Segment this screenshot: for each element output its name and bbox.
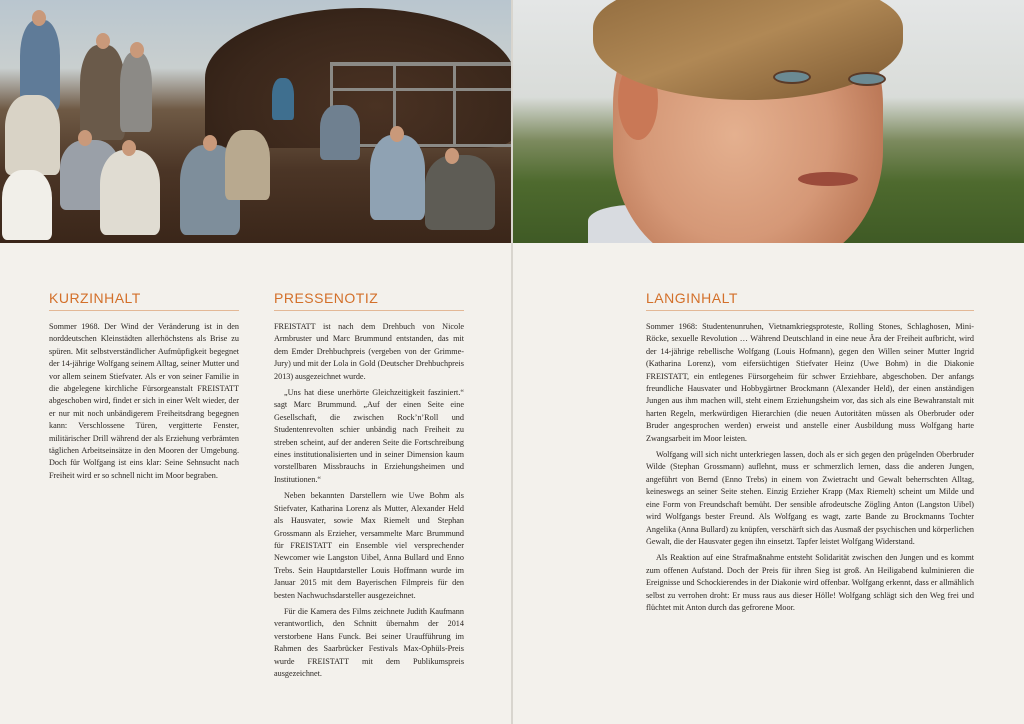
kurzinhalt-paragraph: Sommer 1968. Der Wind der Veränderung ist in den norddeutschen Kleinstädten allerhöchstens als Brise zu spüren. Mit selbstverständlicher Aufmüpfigkeit begegnet der 14-jährige Wolfgang seinem Alltag, seiner Mutter und vor allem seinem Stiefvater. Als er von seiner Familie in die abgelegene kirchliche Fürsorgeanstalt FREISTATT abgeschoben wird, findet er sich in einer Welt wieder, der er nur mit noch unbändigerem Freiheitsdrang begegnen kann: Verschlossene Türen, vergitterte Fenster, militärischer Drill während der als Erziehung verbrämten täglichen Arbeitseinsätze in den Mooren der Umgebung. Doch für Wolfgang ist eins klar: Seine Sehnsucht nach Freiheit wird er so schnell nicht im Moor begraben. xyxy=(49,322,239,480)
pressenotiz-heading: PRESSENOTIZ xyxy=(274,290,379,306)
langinhalt-text xyxy=(646,321,974,618)
pressenotiz-rule xyxy=(274,310,464,311)
langinhalt-heading: LANGINHALT xyxy=(646,290,738,306)
pressenotiz-paragraph: Neben bekannten Darstellern wie Uwe Bohm als Stiefvater, Katharina Lorenz als Mutter, Alexander Held als Hausvater, sowie Max Riemelt und Stephan Grossmann als Erzieher, versammelte Marc Brummund für FREISTATT ein Ensemble viel versprechender Newcomer wie Langston Uibel, Anna Bullard und Enno Trebs. Sein Hauptdarsteller Louis Hoffmann wurde im Januar 2015 mit dem Bayerischen Filmpreis für den besten Nachwuchsdarsteller ausgezeichnet. xyxy=(274,491,464,600)
langinhalt-paragraph: Wolfgang will sich nicht unterkriegen lassen, doch als er sich gegen den prügelnden Oberbruder Wilde (Stephan Grossmann) auflehnt, muss er schmerzlich lernen, dass die anderen Jungen, angeführt von Bernd (Enno Trebs) in einem von Zwietracht und Gewalt beherrschten Alltag, keineswegs an seiner Seite stehen. Einzig Erzieher Krapp (Max Riemelt) scheint um Milde und eine Form von Freundschaft bemüht. Der sensible afrodeutsche Zögling Anton (Langston Uibel) wird Wolfgangs bester Freund. Als Wolfgang es wagt, zarte Bande zu Brockmanns Tochter Angelika (Anna Bullard) zu knüpfen, verschärft sich das Ausmaß der psychischen und körperlichen Gewalt, die der Hausvater gegen ihn einsetzt. Tapfer leistet Wolfgang Widerstand. xyxy=(646,450,974,546)
left-page xyxy=(0,0,511,724)
kurzinhalt-rule xyxy=(49,310,239,311)
kurzinhalt-heading: KURZINHALT xyxy=(49,290,141,306)
langinhalt-paragraph: Als Reaktion auf eine Strafmaßnahme entsteht Solidarität zwischen den Jungen und es kommt zum offenen Aufstand. Doch der Preis für ihren Sieg ist groß. An Heiligabend kulminieren die Ereignisse und Schockierendes in der Diakonie wird offenbar. Wolfgang erkennt, dass er allmählich selbst zu verrohen droht: Er muss raus aus dieser Hölle! Wolfgang schlägt sich den Weg frei und flüchtet mit Anton durch das gefrorene Moor. xyxy=(646,553,974,612)
pressenotiz-paragraph: Für die Kamera des Films zeichnete Judith Kaufmann verantwortlich, den Schnitt übernahm der 2014 verstorbene Hans Funck. Bei seiner Uraufführung im Rahmen des Saarbrücker Festivals Max-Ophüls-Preis wurde FREISTATT mit dem Publikumspreis ausgezeichnet. xyxy=(274,606,464,678)
right-page xyxy=(513,0,1024,724)
langinhalt-paragraph: Sommer 1968: Studentenunruhen, Vietnamkriegsproteste, Rolling Stones, Schlaghosen, Mini-Röcke, sexuelle Revolution … Während Deutschland in eine neue Ära der Freiheit aufbricht, wird der 14-jährige rebellische Wolfgang (Louis Hofmann), gegen den Willen seiner Mutter Ingrid (Katharina Lorenz), vom eifersüchtigen Stiefvater Heinz (Uwe Bohm) in die Diakonie FREISTATT, ein entlegenes Fürsorgeheim für schwer Erziehbare, abgeschoben. Der anfangs freundliche Hausvater und Hobbygärtner Brockmann (Alexander Held), der einen anständigen Jungen aus ihm machen will, steht einem Erziehungsheim vor, das sich als eine Bewahranstalt mit harten Regeln, merkwürdigen Hierarchien (die neuen Autoritäten müssen als Oberbruder oder Bruder angesprochen werden) erweist und anstelle einer Ausbildung muss Wolfgang harte Zwangsarbeit im Moor leisten. xyxy=(646,322,974,443)
pressenotiz-paragraph: „Uns hat diese unerhörte Gleichzeitigkeit fasziniert.“ sagt Marc Brummund. „Auf der einen Seite eine Gesellschaft, die zwischen Rock’n’Roll und Studentenrevolten schier unbändig nach Freiheit zu streben scheint, auf der anderen Seite die Fortschreibung eines institutionalisierten und in seiner Dimension kaum vorstellbaren Missbrauchs in Erziehungsheimen und Institutionen.“ xyxy=(274,388,464,484)
pressenotiz-text xyxy=(274,321,464,684)
pressenotiz-paragraph: FREISTATT ist nach dem Drehbuch von Nicole Armbruster und Marc Brummund entstanden, das mit dem Emder Drehbuchpreis (vergeben von der Grimme-Jury) und mit der Lola in Gold (Deutscher Drehbuchpreis 2013) ausgezeichnet wurde. xyxy=(274,322,464,381)
boy-portrait-photo xyxy=(513,0,1024,243)
kurzinhalt-text xyxy=(49,321,239,486)
langinhalt-rule xyxy=(646,310,974,311)
peat-field-group-photo xyxy=(0,0,511,243)
